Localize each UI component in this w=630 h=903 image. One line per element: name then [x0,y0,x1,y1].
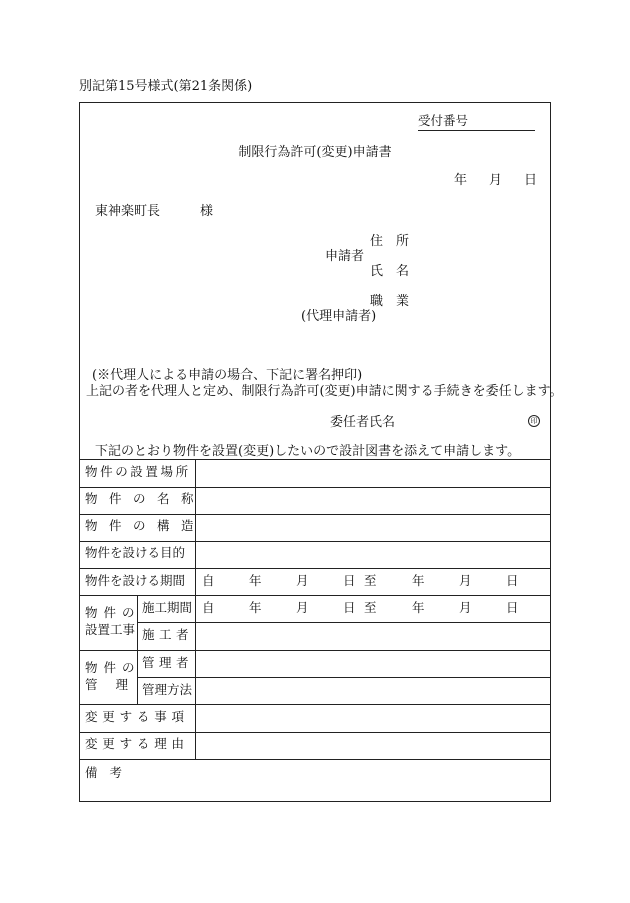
addressee: 東神楽町長 [95,204,161,219]
form-title: 制限行為許可(変更)申請書 [238,145,392,160]
location-input[interactable] [196,460,550,487]
applicant-name-label: 氏 名 [370,264,410,279]
period-to-month-label: 月 [459,573,472,588]
period-to-year-label: 年 [412,573,425,588]
row-label-name: 物件の名称 [85,491,206,506]
management-method-input[interactable] [196,678,550,704]
period-from-day-label: 日 [343,573,356,588]
row-label-remarks: 備考 [85,765,135,780]
date-month-label: 月 [489,173,503,188]
date-day-label: 日 [524,173,538,188]
group-label-management-1: 物件の [85,660,141,675]
date-year-label: 年 [454,173,468,188]
table-line [79,595,551,596]
period-to-label: 至 [364,573,377,588]
group-label-construction-2: 設置工事 [85,622,136,637]
honorific: 様 [200,204,214,219]
period-to-day-label: 日 [506,573,519,588]
table-line [79,568,551,569]
row-label-period: 物件を設ける期間 [85,573,186,588]
row-label-change-reason: 変更する理由 [85,736,189,751]
name-input[interactable] [196,488,550,514]
period-from-year-label: 年 [249,573,262,588]
purpose-input[interactable] [196,542,550,568]
row-label-purpose: 物件を設ける目的 [85,545,186,560]
change-reason-input[interactable] [196,733,550,759]
structure-input[interactable] [196,515,550,541]
construction-from-month-label: 月 [296,600,309,615]
contractor-input[interactable] [196,623,550,650]
intro-text: 下記のとおり物件を設置(変更)したいので設計図書を添えて申請します。 [95,444,521,459]
applicant-label: 申請者 [325,249,365,264]
row-label-location: 物件の設置場所 [85,464,191,479]
row-label-construction-period: 施工期間 [142,600,193,615]
agent-applicant-label: (代理申請者) [301,309,377,324]
construction-from-year-label: 年 [249,600,262,615]
remarks-input[interactable] [80,784,550,801]
applicant-address-label: 住 所 [370,234,410,249]
row-label-structure: 物件の構造 [85,518,206,533]
manager-input[interactable] [196,651,550,677]
construction-to-year-label: 年 [412,600,425,615]
agent-note: (※代理人による申請の場合、下記に署名押印) [92,368,363,383]
construction-to-day-label: 日 [506,600,519,615]
delegation-text: 上記の者を代理人と定め、制限行為許可(変更)申請に関する手続きを委任します。 [86,384,563,399]
receipt-number-label: 受付番号 [418,113,469,128]
applicant-occupation-label: 職 業 [370,294,410,309]
seal-mark: 印 [528,415,540,427]
delegator-name-label: 委任者氏名 [330,415,396,430]
period-from-month-label: 月 [296,573,309,588]
construction-to-label: 至 [364,600,377,615]
construction-to-month-label: 月 [459,600,472,615]
row-label-change-items: 変更する事項 [85,709,189,724]
construction-from-day-label: 日 [343,600,356,615]
construction-from-label: 自 [202,600,215,615]
period-from-label: 自 [202,573,215,588]
row-label-management-method: 管理方法 [142,682,193,697]
receipt-number-field[interactable] [418,115,535,131]
table-line [79,759,551,760]
group-label-construction-1: 物件の [85,605,141,620]
form-id: 別記第15号様式(第21条関係) [79,79,253,94]
row-label-manager: 管理者 [142,655,194,670]
group-label-management-2: 管理 [85,677,147,692]
row-label-contractor: 施工者 [142,627,194,642]
change-items-input[interactable] [196,705,550,732]
